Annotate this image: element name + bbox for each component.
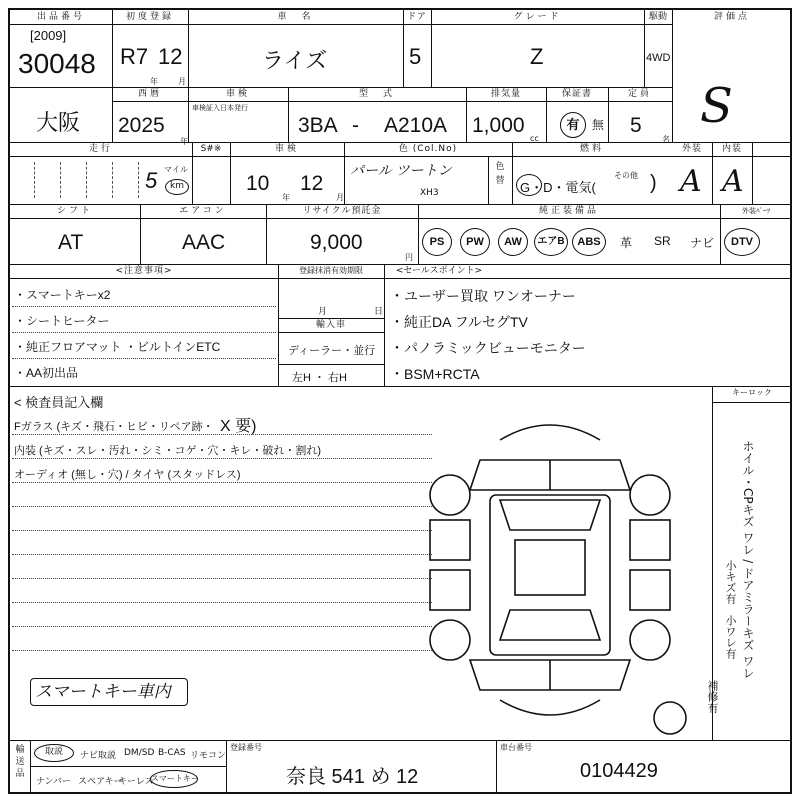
- chassis-no-label: 車台番号: [500, 743, 532, 752]
- inspection-year-unit: 年: [282, 193, 290, 202]
- transport-plate: ナンバー: [36, 777, 71, 787]
- dereg-month: 月: [318, 307, 328, 317]
- reg-no-label: 登録番号: [230, 743, 262, 752]
- dealer-type: ディーラー・並行: [288, 345, 376, 357]
- car-name: ライズ: [262, 48, 328, 73]
- header-grade: グレード: [513, 12, 562, 22]
- year-value: 2025: [118, 114, 165, 137]
- warranty-yes: 有: [560, 112, 586, 138]
- unit-year: 年: [150, 77, 158, 86]
- equip-ps: PS: [422, 228, 452, 256]
- capacity-value: 5: [630, 114, 642, 137]
- header-displacement: 排気量: [490, 89, 521, 99]
- grade: Z: [530, 44, 544, 69]
- header-drive: 駆動: [648, 12, 667, 22]
- transport-keyless: キーレス: [118, 777, 154, 787]
- side-note-3: 補修有: [706, 680, 719, 713]
- mileage-unit-km: km: [165, 179, 189, 195]
- header-aircon: エアコン: [179, 206, 227, 216]
- interior-grade: A: [722, 164, 744, 199]
- equip-dtv: DTV: [724, 228, 760, 256]
- header-s-star: S#※: [200, 144, 222, 154]
- mileage-value: 5: [145, 168, 158, 193]
- header-capacity: 定員: [627, 89, 652, 99]
- fuel-text: G・D・電気(: [520, 180, 596, 195]
- equip-navi: ナビ: [690, 236, 715, 250]
- transport-dm-sd: DM/SD: [124, 748, 155, 758]
- header-mileage: 走行: [88, 144, 113, 154]
- header-fuel: 燃料: [579, 144, 604, 154]
- transport-remote: リモコン: [190, 751, 227, 761]
- first-reg-month: 12: [158, 44, 183, 69]
- recycle-value: 9,000: [310, 231, 363, 254]
- transport-manual: 取説: [34, 744, 74, 762]
- transport-smart-key: スマートキー: [150, 770, 198, 788]
- header-car-name: 車 名: [277, 12, 314, 22]
- model-dash: -: [352, 114, 359, 137]
- sales-3: ・パノラミックビューモニター: [390, 340, 586, 356]
- equip-leather: 革: [620, 236, 633, 250]
- first-reg-era: R7: [120, 44, 149, 69]
- recycle-unit: 円: [405, 253, 413, 262]
- warranty-no: 無: [592, 118, 605, 132]
- sales-1: ・ユーザー買取 ワンオーナー: [390, 288, 576, 304]
- caution-3: ・純正フロアマット ・ビルトインETC: [14, 340, 221, 354]
- inspector-line-2: 内装 (キズ・スレ・汚れ・シミ・コゲ・穴・キレ・破れ・割れ): [14, 445, 322, 457]
- spare-wheel: [654, 702, 686, 734]
- sales-2: ・純正DA フルセグTV: [390, 314, 528, 330]
- inspection-note: 車検証入日本発行: [192, 104, 248, 112]
- header-interior: 内装: [721, 144, 742, 154]
- exterior-grade: A: [680, 164, 702, 199]
- fuel-other: その他: [614, 171, 638, 180]
- header-keylock: キーロック: [732, 388, 772, 397]
- header-door: ドア: [407, 12, 427, 22]
- equip-pw: PW: [460, 228, 490, 256]
- header-warranty: 保証書: [561, 89, 592, 99]
- transport-bcas: B-CAS: [158, 748, 186, 758]
- car-top-arc: [500, 425, 600, 440]
- equip-aw: AW: [498, 228, 528, 256]
- header-sales: <セールスポイント>: [395, 266, 483, 276]
- header-dereg: 登録抹消有効期限: [299, 266, 363, 275]
- rear-left-wheel: [430, 620, 470, 660]
- caution-2: ・シートヒーター: [14, 314, 110, 328]
- front-right-wheel: [630, 475, 670, 515]
- header-other-eq: 外装ﾊﾟｰﾂ: [742, 207, 770, 215]
- inspection-month-unit: 月: [336, 193, 344, 202]
- color-change: 色替: [495, 162, 505, 186]
- color-name: パール ツートン: [350, 162, 452, 178]
- drive-type: 4WD: [646, 52, 671, 64]
- header-model: 型 式: [358, 89, 395, 99]
- door-count: 5: [409, 44, 422, 69]
- inspector-title: < 検査員記入欄: [14, 395, 104, 410]
- header-exterior: 外装: [681, 144, 702, 154]
- sales-4: ・BSM+RCTA: [390, 366, 480, 382]
- header-color: 色 (Col.No): [398, 144, 458, 154]
- header-recycle: リサイクル預託金: [302, 206, 382, 216]
- model-code: A210A: [384, 114, 448, 137]
- fuel-close: ): [650, 172, 657, 194]
- header-first-reg: 初度登録: [125, 12, 174, 22]
- caution-1: ・スマートキーx2: [14, 288, 111, 302]
- lot-year-tag: [2009]: [30, 28, 67, 43]
- lot-number: 30048: [18, 48, 96, 79]
- dereg-day: 日: [374, 307, 384, 317]
- mileage-unit-mile: マイル: [164, 165, 188, 174]
- rear-right-wheel: [630, 620, 670, 660]
- handle-side: 左H ・ 右H: [292, 372, 347, 384]
- chassis-no: 0104429: [580, 760, 658, 782]
- score-value: S: [700, 78, 733, 134]
- header-inspection2: 車検: [274, 144, 299, 154]
- equip-airbag: エアB: [534, 228, 568, 256]
- region: 大阪: [36, 110, 81, 135]
- header-entry: 輸入車: [315, 320, 346, 330]
- inspector-line-1: Fガラス (キズ・飛石・ヒビ・リペア跡・: [14, 421, 214, 433]
- displacement-unit: cc: [530, 134, 539, 143]
- transport-spare-key: スペアキー: [78, 777, 123, 787]
- inspection-month: 12: [300, 172, 324, 195]
- header-inspection: 車検: [225, 89, 250, 99]
- capacity-unit: 名: [662, 135, 670, 144]
- header-lot: 出品番号: [36, 12, 85, 22]
- caution-4: ・AA初出品: [14, 366, 79, 380]
- header-score: 評価点: [713, 12, 750, 22]
- reg-no: 奈良 541 め 12: [286, 766, 419, 788]
- equip-sr: SR: [654, 234, 671, 248]
- inspector-line-3: オーディオ (無し・穴) / タイヤ (スタッドレス): [14, 469, 241, 481]
- equip-abs: ABS: [572, 228, 606, 256]
- car-diagram: [420, 400, 700, 740]
- header-shift: シフト: [56, 206, 93, 216]
- handwritten-note: スマートキー車内: [30, 678, 188, 706]
- model-prefix: 3BA: [298, 114, 338, 137]
- year-unit: 年: [180, 137, 188, 146]
- aircon-value: AAC: [182, 231, 226, 254]
- transport-navi-manual: ナビ取説: [80, 751, 117, 761]
- front-left-wheel: [430, 475, 470, 515]
- header-equipment: 純正装備品: [538, 206, 599, 216]
- glass-mark: X 要): [220, 418, 257, 435]
- side-note-1: ホイル・CPキズ ワレ / ドアミラーキズ ワレ: [741, 440, 755, 679]
- side-note-2: 小キズ有 小ワレ有: [724, 560, 737, 659]
- color-code: XH3: [420, 188, 439, 198]
- transport-label: 輸送品: [15, 745, 25, 779]
- inspection-year: 10: [246, 172, 270, 195]
- displacement-value: 1,000: [472, 114, 525, 137]
- header-year: 西暦: [137, 89, 162, 99]
- shift-value: AT: [58, 231, 84, 254]
- unit-month: 月: [178, 77, 186, 86]
- header-caution: <注意事項>: [115, 266, 173, 276]
